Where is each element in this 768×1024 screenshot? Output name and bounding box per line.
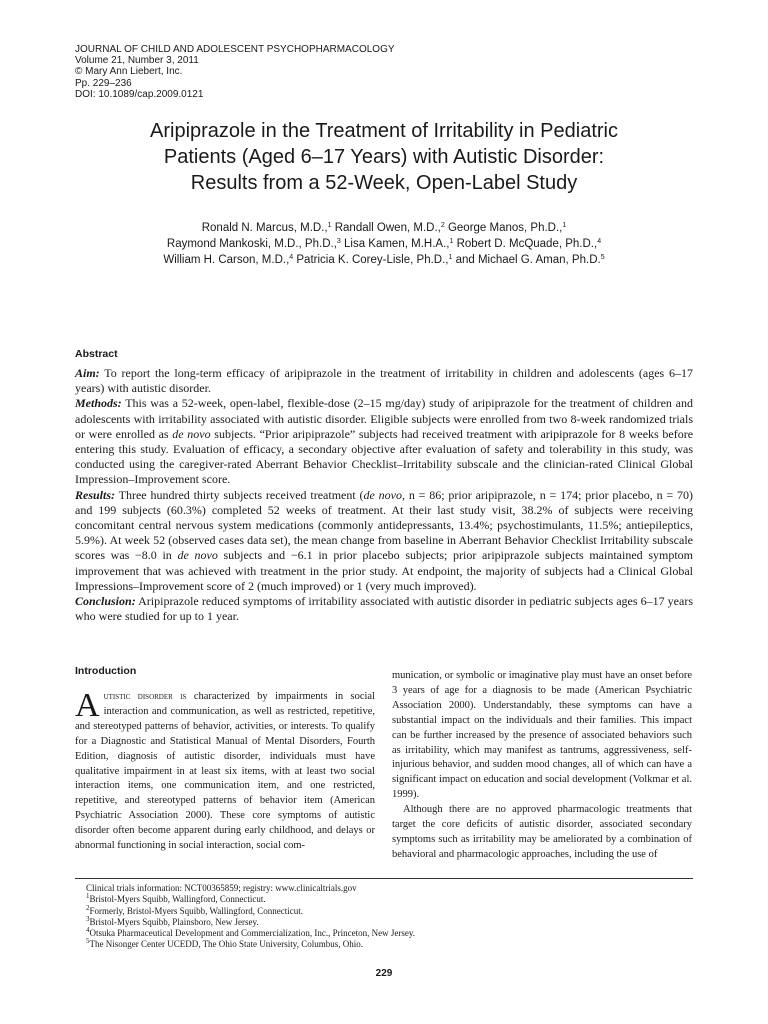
methods-text: This was a 52-week, open-label, flexible-dose (2–15 mg/day) study of aripiprazole for the treatment of children and adolescents with irritability associated with autistic disorder. Eligible subjects were enrolled from two 8-week randomized trials or were enrolled as: [75, 396, 693, 441]
introduction-heading: Introduction: [75, 665, 137, 677]
footnote-divider: [75, 878, 693, 879]
author-name: Robert D. McQuade, Ph.D.,: [456, 238, 598, 250]
aim-text: To report the long-term efficacy of aripiprazole in the treatment of irritability in children and adolescents (ages 6–17 years) with autistic disorder.: [75, 366, 693, 396]
intro-paragraph: Although there are no approved pharmacologic treatments that target the core deficits of autistic disorder, associated secondary symptoms such as irritability may be ameliorated by a combination of behavioral and pharmacologic approaches, including the use of: [392, 804, 692, 860]
trials-footnote: Clinical trials information: NCT00365859; registry: www.clinicaltrials.gov: [86, 883, 357, 893]
body-column-left: [75, 687, 376, 854]
author-affiliation: 5: [600, 254, 605, 261]
author-name: Patricia K. Corey-Lisle, Ph.D.,: [296, 254, 449, 266]
aim-label: Aim:: [75, 366, 100, 380]
journal-name: JOURNAL OF CHILD AND ADOLESCENT PSYCHOPHARMACOLOGY: [75, 44, 395, 55]
author-affiliation: 3: [336, 238, 341, 245]
affiliation-footnote: $^2$Formerly, Bristol-Myers Squibb, Wallingford, Connecticut.: [86, 903, 304, 916]
journal-header: [75, 44, 395, 100]
results-text: subjects and −6.1 in prior placebo subjects; prior aripiprazole subjects maintained symptom improvement that was achieved with treatment in the prior study. At endpoint, the majority of subjects had a Clinical Global Impressions–Improvement score of 2 (much improved) or 1 (very much improved).: [75, 548, 693, 593]
title-line: Results from a 52-Week, Open-Label Study: [190, 172, 578, 194]
intro-paragraph: [75, 687, 376, 854]
author-name: Ronald N. Marcus, M.D.,: [201, 222, 328, 234]
journal-publisher: © Mary Ann Liebert, Inc.: [75, 66, 183, 78]
author-name: George Manos, Ph.D.,: [447, 222, 563, 234]
author-affiliation: 1: [449, 238, 454, 245]
author-name: Raymond Mankoski, M.D., Ph.D.,: [166, 238, 337, 250]
intro-paragraph: munication, or symbolic or imaginative play must have an onset before 3 years of age for a diagnosis to be made (American Psychiatric Association 2000). Understandably, these symptoms can have a substantial impact on the individuals and their families. This impact can be further increased by the presence of associated behaviors such as irritability, which may manifest as tantrums, aggressiveness, self-injurious behavior, and sudden mood changes, all of which can have a significant impact on education and social development (Volkmar et al. 1999).: [392, 670, 692, 801]
abstract-aim: [75, 366, 693, 396]
results-text: , n = 86; prior aripiprazole, n = 174; prior placebo, n = 70) and 199 subjects (60.3%) completed 52 weeks of treatment. At their last study visit, 38.2% of subjects were receiving concomitant central nervous system medications (commonly antidepressants, 13.4%; psychostimulants, 11.5%; antiepileptics, 5.9%). At week 52 (observed cases data set), the mean change from baseline in Aberrant Behavior Checklist Irritability subscale scores was −8.0 in: [75, 487, 693, 563]
title-line: Aripiprazole in the Treatment of Irritability in Pediatric: [150, 120, 618, 142]
author-line: [75, 236, 693, 252]
author-name: William H. Carson, M.D.,: [163, 254, 290, 266]
author-affiliation: 2: [440, 222, 445, 229]
author-list: [75, 220, 693, 268]
title-line: Patients (Aged 6–17 Years) with Autistic Disorder:: [163, 146, 605, 168]
author-line: [75, 220, 693, 236]
body-column-right: [392, 669, 692, 863]
affiliation-footnote: $^1$Bristol-Myers Squibb, Wallingford, Connecticut.: [86, 892, 266, 905]
author-name: and Michael G. Aman, Ph.D.: [455, 254, 601, 266]
abstract-results: [75, 488, 693, 594]
abstract-methods: [75, 396, 693, 487]
journal-doi: DOI: 10.1089/cap.2009.0121: [75, 88, 204, 100]
author-line: [75, 252, 693, 268]
author-affiliation: 1: [448, 254, 453, 261]
affiliation-footnote: $^3$Bristol-Myers Squibb, Plainsboro, New Jersey.: [86, 914, 259, 927]
intro-text: characterized by impairments in social interaction and communication, as well as restricted, repetitive, and stereotyped patterns of behavior, activities, or interests. To qualify for a Diagnostic and Statistical Manual of Mental Disorders, Fourth Edition, diagnosis of autistic disorder, individuals must have qualitative impairment in at least six items, with at least two social interaction items, one communication item, and one restricted, repetitive, and stereotyped patterns of behavior item (American Psychiatric Association 2000). These core symptoms of autistic disorder often become apparent during early childhood, and delays or abnormal functioning in social interaction, social com-: [75, 691, 376, 852]
author-affiliation: 4: [597, 238, 602, 245]
drop-cap: A: [75, 687, 100, 724]
author-affiliation: 1: [327, 222, 332, 229]
author-name: Lisa Kamen, M.H.A.,: [344, 238, 450, 250]
results-emphasis: de novo: [177, 548, 218, 563]
article-title: [75, 118, 693, 196]
conclusion-label: Conclusion:: [75, 594, 136, 609]
page-number: 229: [375, 968, 393, 979]
footnotes: [86, 883, 415, 951]
methods-text: subjects. “Prior aripiprazole” subjects had received treatment with aripiprazole for 8 weeks before entering this study. Evaluation of efficacy, a secondary objective after evaluation of safety and tolerability in this study, was conducted using the caregiver-rated Aberrant Behavior Checklist–Irritability subscale and the clinician-rated Clinical Global Impression–Improvement score.: [75, 426, 694, 487]
methods-label: Methods:: [75, 396, 122, 411]
abstract-heading: Abstract: [75, 348, 118, 360]
affiliation-footnote: $^5$The Nisonger Center UCEDD, The Ohio State University, Columbus, Ohio.: [86, 937, 363, 950]
author-affiliation: 1: [562, 222, 567, 229]
journal-pages: Pp. 229–236: [75, 77, 132, 89]
methods-emphasis: de novo: [172, 426, 211, 441]
journal-volume: Volume 21, Number 3, 2011: [75, 55, 199, 67]
author-affiliation: 4: [289, 254, 294, 261]
intro-smallcaps: utistic disorder is: [103, 691, 187, 702]
abstract-body: [75, 366, 693, 624]
author-name: Randall Owen, M.D.,: [334, 222, 441, 234]
results-text: Three hundred thirty subjects received treatment (: [118, 487, 364, 502]
affiliation-footnote: $^4$Otsuka Pharmaceutical Development and Commercialization, Inc., Princeton, New Jersey.: [86, 926, 416, 939]
abstract-conclusion: [75, 594, 693, 624]
results-label: Results:: [75, 487, 116, 502]
conclusion-text: Aripiprazole reduced symptoms of irritability associated with autistic disorder in pediatric subjects ages 6–17 years who were studied for up to 1 year.: [75, 594, 693, 624]
results-emphasis: de novo: [363, 487, 402, 502]
